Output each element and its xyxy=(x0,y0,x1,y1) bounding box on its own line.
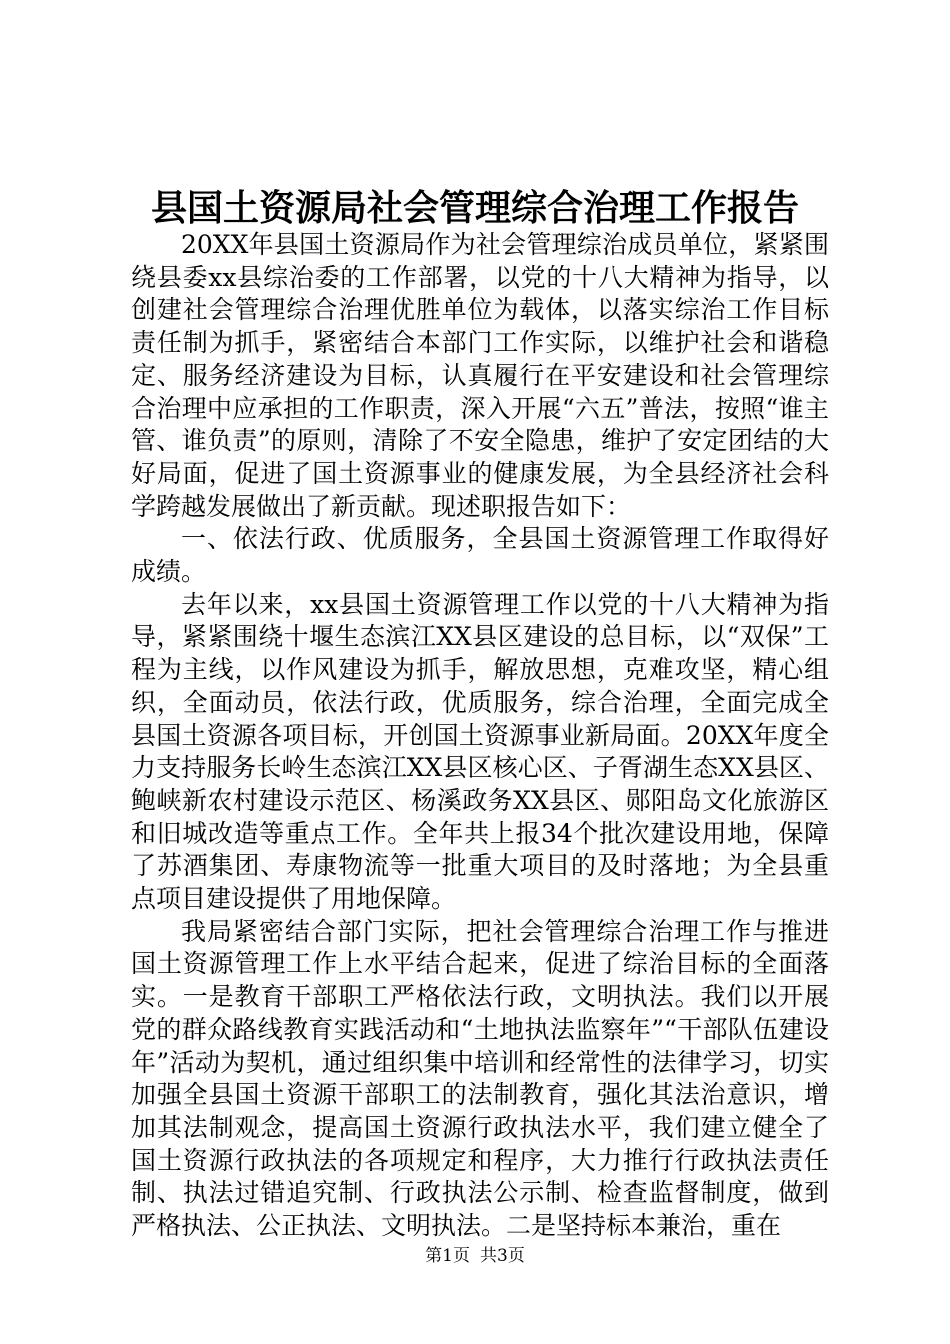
paragraph-intro: 20XX年县国土资源局作为社会管理综治成员单位，紧紧围绕县委xx县综治委的工作部署，以党的十八大精神为指导，以创建社会管理综合治理优胜单位为载体，以落实综治工作目标责任制为抓手，紧密结合本部门工作实际，以维护社会和谐稳定、服务经济建设为目标，认真履行在平安建设和社会管理综合治理中应承担的工作职责，深入开展“六五”普法，按照“谁主管、谁负责”的原则，清除了不安全隐患，维护了安定团结的大好局面，促进了国土资源事业的健康发展，为全县经济社会科学跨越发展做出了新贡献。现述职报告如下： xyxy=(131,230,829,521)
paragraph-section-heading-1: 一、依法行政、优质服务，全县国土资源管理工作取得好成绩。 xyxy=(131,524,829,587)
document-body xyxy=(131,229,829,1243)
page-footer xyxy=(0,1244,950,1268)
page-number-current: 第1页 xyxy=(425,1246,470,1266)
paragraph-comprehensive-governance: 我局紧密结合部门实际，把社会管理综合治理工作与推进国土资源管理工作上水平结合起来，促进了综治目标的全面落实。一是教育干部职工严格依法行政，文明执法。我们以开展党的群众路线教育实践活动和“土地执法监察年”“干部队伍建设年”活动为契机，通过组织集中培训和经常性的法律学习，切实加强全县国土资源干部职工的法制教育，强化其法治意识，增加其法制观念，提高国土资源行政执法水平，我们建立健全了国土资源行政执法的各项规定和程序，大力推行行政执法责任制、执法过错追究制、行政执法公示制、检查监督制度，做到严格执法、公正执法、文明执法。二是坚持标本兼治，重在 xyxy=(131,916,829,1241)
document-title: 县国土资源局社会管理综合治理工作报告 xyxy=(150,187,799,229)
page-number-total: 共3页 xyxy=(480,1246,525,1266)
paragraph-land-management: 去年以来，xx县国土资源管理工作以党的十八大精神为指导，紧紧围绕十堰生态滨江XX县区建设的总目标，以“双保”工程为主线，以作风建设为抓手，解放思想，克难攻坚，精心组织，全面动员，依法行政，优质服务，综合治理，全面完成全县国土资源各项目标，开创国土资源事业新局面。20XX年度全力支持服务长岭生态滨江XX县区核心区、子胥湖生态XX县区、鲍峡新农村建设示范区、杨溪政务XX县区、郧阳岛文化旅游区和旧城改造等重点工作。全年共上报34个批次建设用地，保障了苏酒集团、寿康物流等一批重大项目的及时落地；为全县重点项目建设提供了用地保障。 xyxy=(131,589,829,914)
